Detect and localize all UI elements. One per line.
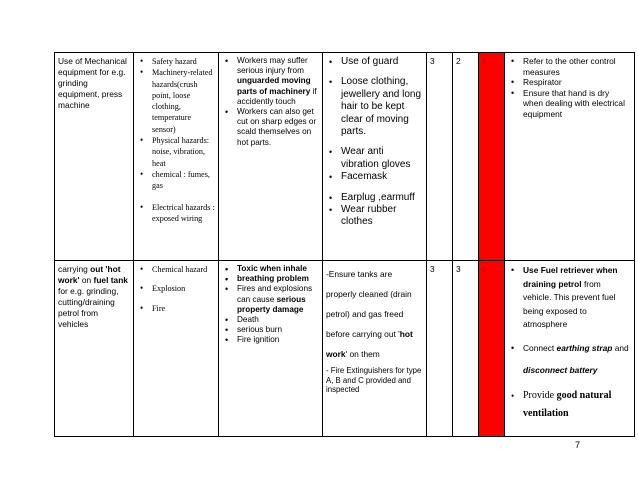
severity-cell: 3 [453,261,479,437]
list-item: • chemical : fumes, gas [137,169,215,192]
list-item: • Respirator [508,77,631,88]
list-item: • Facemask [326,171,423,183]
risk-assessment-table [54,52,635,437]
list-item: • Safety hazard [137,56,215,67]
effect-cell [219,261,323,437]
hazard-cell [134,261,219,437]
list-item: • Fire ignition [222,335,319,345]
activity-cell: Use of Mechanical equipment for e.g. grinding equipment, press machine [55,53,134,261]
list-item: • Electrical hazards : exposed wiring [137,202,215,225]
table-row [55,261,635,437]
list-item: • Death [222,315,319,325]
risk-cell: 6 [479,53,505,261]
activity-cell: carrying out 'hot work' on fuel tank for e.g. grinding, cutting/draining petrol from vehicles [55,261,134,437]
list-item: • Loose clothing, jewellery and long hair to be kept clear of moving parts. [326,76,423,138]
hazard-cell [134,53,219,261]
risk-cell: 9 [479,261,505,437]
list-item: • Use of guard [326,56,423,68]
page-number: 7 [575,440,581,450]
list-item: • Chemical hazard [137,264,215,275]
list-item: • breathing problem [222,274,319,284]
recommended-cell [505,53,635,261]
list-item: • Explosion [137,283,215,294]
likelihood-cell: 3 [427,53,453,261]
control-paragraph: - Fire Extinguishers for type A, B and C provided and inspected [326,366,422,395]
recommended-cell [505,261,635,437]
list-item: • Use Fuel retriever when draining petrol from vehicle. This prevent fuel being exposed to atmosphere [508,264,631,332]
list-item: • Physical hazards: noise, vibration, heat [137,135,215,169]
list-item: • Workers can also get cut on sharp edges or scald themselves on hot parts. [222,107,319,148]
list-item: • Fires and explosions can cause serious property damage [222,284,319,315]
effect-cell [219,53,323,261]
list-item: • Toxic when inhale [222,264,319,274]
table-row [55,53,635,261]
list-item: • Fire [137,303,215,314]
list-item: • Provide good natural ventilation [508,387,631,423]
list-item: • Workers may suffer serious injury from unguarded moving parts of machinery if accidently touch [222,56,319,107]
list-item: • Ensure that hand is dry when dealing with electrical equipment [508,88,631,120]
likelihood-cell: 3 [427,261,453,437]
list-item: • Wear rubber clothes [326,204,423,229]
list-item: • Wear anti vibration gloves [326,146,423,171]
list-item: • Machinery-related hazards(crush point, loose clothing, temperature sensor) [137,67,215,135]
list-item: • Refer to the other control measures [508,56,631,77]
control-cell [323,53,427,261]
severity-cell: 2 [453,53,479,261]
list-item: • Connect earthing strap and disconnect battery [508,337,631,381]
list-item: • serious burn [222,325,319,335]
control-paragraph: -Ensure tanks are properly cleaned (drain petrol) and gas freed before carrying out 'hot work' on them [326,269,413,359]
list-item: • Earplug ,earmuff [326,192,423,204]
control-cell [323,261,427,437]
